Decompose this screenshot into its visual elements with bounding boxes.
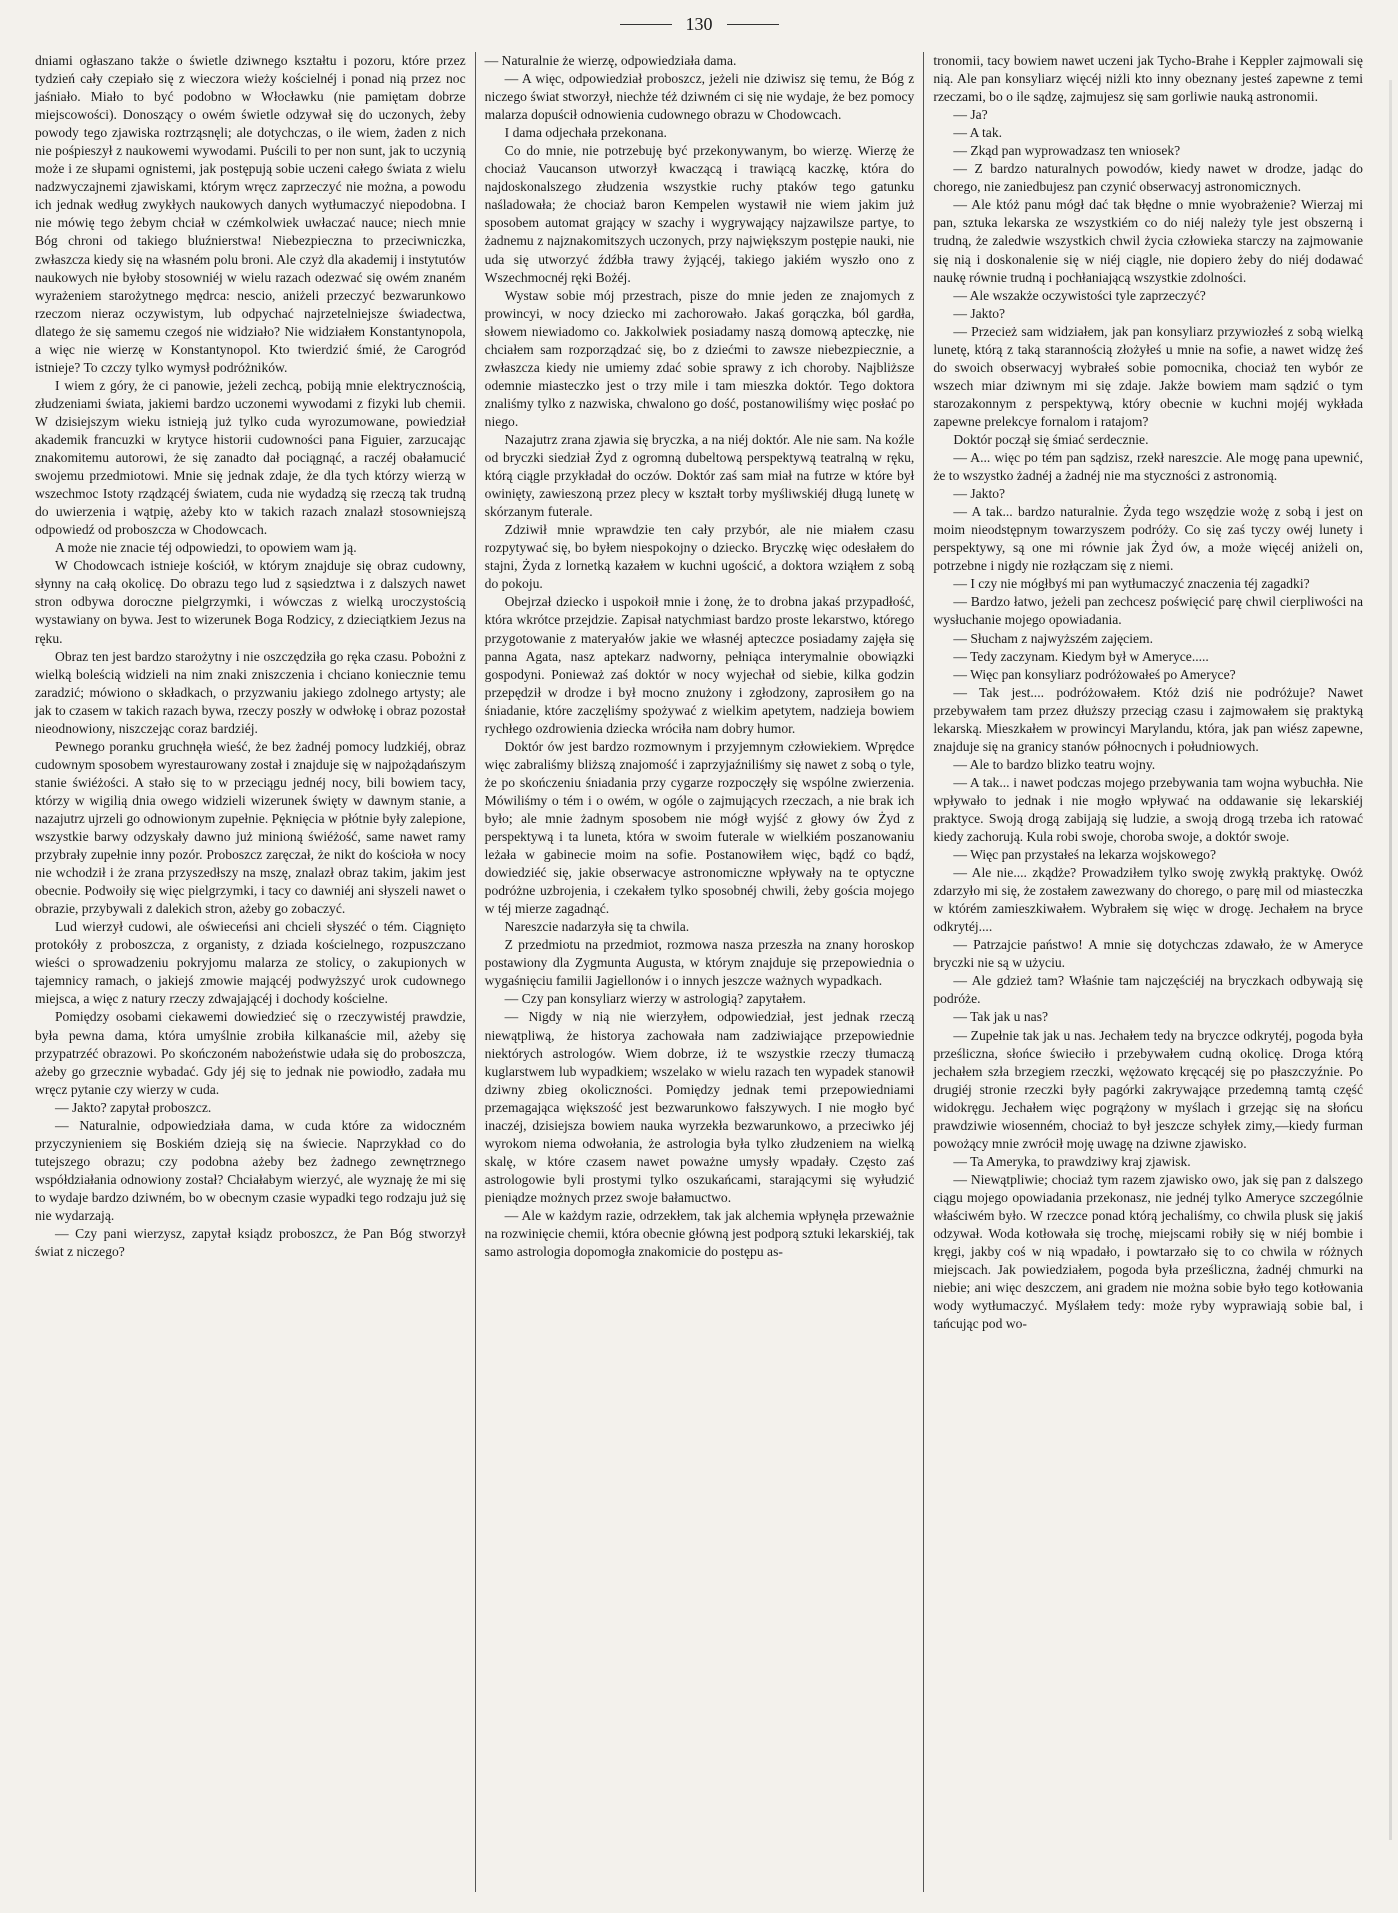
paragraph: — Ale wszakże oczywistości tyle zaprzeczyć? (953, 287, 1206, 303)
paragraph: — Ale gdzież tam? Właśnie tam najczęściéj na bryczkach odbywają się podróże. (933, 973, 1363, 1007)
header-rule-left (620, 24, 672, 25)
paragraph: — Tak jak u nas? (953, 1009, 1049, 1025)
page-edge-shadow (1389, 80, 1392, 1840)
paragraph: Zdziwił mnie wprawdzie ten cały przybór, ale nie miałem czasu rozpytywać się, bo byłem niespokojny o dziecko. Bryczkę więc odesłałem do stajni, Żyda z lornetką kazałem w kuchni ugościć, a doktora wziąłem z sobą do pokoju. (484, 522, 915, 592)
column-3 (923, 52, 1372, 1892)
paragraph: Lud wierzył cudowi, ale oświeceńsi ani chcieli słyszéć o tém. Ciągnięto protokóły z proboszcza, z organisty, z dziada kościelnego, rozpuszczano wieści o sprowadzeniu pokryjomu malarza ze stolicy, o zakupionych w tajemnicy ramach, o jakiejś zmowie mającéj podwyższyć urok cudownego miejsca, a więc z natury rzeczy zdwajającéj i dochody kościelne. (35, 919, 466, 1007)
paragraph: dniami ogłaszano także o świetle dziwnego kształtu i pozoru, które przez tydzień cały czepiało się z wieczora wieży kościelnéj i ponad nią przez noc jaśniało. Miało to być podobno w Włocławku (nie pamiętam dobrze miejscowości). Donoszący o owém świetle odzywał się do uczonych, żeby powody tego zjawiska roztrząsnęli; ale dotychczas, o ile wiem, żaden z nich nie pośpieszył z naukowemi wywodami. Puścili to per non sunt, jak to uczynią może i ze słupami ognistemi, jak postępują sobie uczeni całego świata z wielu nadzwyczajnemi zjawiskami, którym wręcz zaprzeczyć nie można, a powodu ich jednak według zwykłych naukowych danych wytłumaczyć niepodobna. I nie mówię tego żebym chciał w czémkolwiek uwłaczać nauce; niech mnie Bóg chroni od takiego bluźnierstwa! Niebezpieczna to przeciwniczka, zwłaszcza kiedy się na własném polu broni. Ale czyż dla akademij i instytutów naukowych nie byłoby stosowniéj w wielu razach odezwać się owém znaném wyrażeniem starożytnego mędrca: nescio, aniżeli przeczyć bezwarunkowo rzeczom nieraz oczywistym, lub odpychać najrzetelniejsze świadectwa, dlatego że się samemu czegoś nie widziało? Nie widziałem Konstantynopola, a więc nie wierzę w Konstantynopol. Kto twierdzić śmié, że Carogród istnieje? To czczy tylko wymysł podróżników. (35, 53, 466, 375)
paragraph: Co do mnie, nie potrzebuję być przekonywanym, bo wierzę. Wierzę że chociaż Vaucanson utworzył kwaczącą i trawiącą kaczkę, która do najdoskonalszego złudzenia wszystkie ruchy ptaków tego gatunku naśladowała; że chociaż baron Kempelen wystawił nie wiem jakim już sposobem automat grający w szachy i wygrywający najzawilsze partye, to żadnemu z najznakomitszych uczonych, przy największym postępie nauki, nie uda się utworzyć źdźbła trawy żyjącéj, takiego jakiém wyszło ono z Wszechmocnéj ręki Bożéj. (484, 143, 915, 285)
paragraph: — Jakto? zapytał proboszcz. (55, 1099, 212, 1115)
paragraph: Nazajutrz zrana zjawia się bryczka, a na niéj doktór. Ale nie sam. Na koźle od bryczki siedział Żyd z ogromną dubeltową perspektywą teatralną w ręku, którą ciągle przykładał do oczów. Doktór zaś sam miał na futrze w które był owinięty, zawieszoną przez plecy w kształt torby myśliwskiéj długą lunetę w skórzanym futerale. (484, 431, 915, 520)
paragraph: — Ja? (953, 107, 988, 123)
paragraph: — Czy pani wierzysz, zapytał ksiądz proboszcz, że Pan Bóg stworzył świat z niczego? (35, 1226, 466, 1260)
paragraph: tronomii, tacy bowiem nawet uczeni jak Tycho-Brahe i Keppler zajmowali się nią. Ale pan konsyliarz więcéj niżli kto inny obeznany jesteś zapewne z temi rzeczami, bo o ile sądzę, zajmujesz się sam gorliwie nauką astronomii. (933, 53, 1363, 105)
paragraph: — Z bardzo naturalnych powodów, kiedy nawet w drodze, jadąc do chorego, nie zaniedbujesz pan czynić obserwacyj astronomicznych. (933, 161, 1363, 195)
text-columns (26, 52, 1372, 1892)
paragraph: — Ale w każdym razie, odrzekłem, tak jak alchemia wpłynęła przeważnie na rozwinięcie chemii, która obecnie główną jest podporą sztuki lekarskiéj, tak samo astrologia dopomogła znakomicie do postępu as- (484, 1208, 915, 1260)
paragraph: — Ale nie.... zkądże? Prowadziłem tylko swoję zwykłą praktykę. Owóż zdarzyło mi się, że zostałem zawezwany do chorego, o parę mil od miasteczka w którém zamieszkiwałem. Wybrałem się więc w drogę. Jechałem na bryce odkrytéj.... (933, 865, 1363, 935)
paragraph: — Jakto? (953, 486, 1006, 502)
paragraph: — Ale to bardzo blizko teatru wojny. (953, 756, 1156, 772)
paragraph: I dama odjechała przekonana. (504, 125, 667, 141)
paragraph: — Przecież sam widziałem, jak pan konsyliarz przywiozłeś z sobą wielką lunetę, którą z taką starannością złożyłeś u mnie na sofie, a nawet widzę żeś do swoich obserwacyj wybrałeś sobie pomocnika, chociaż ten wybór ze wszech miar dziwnym mi się zdaje. Jakże bowiem mam sądzić o tym starozakonnym z perspektywą, który obecnie w kuchni mojéj wykłada zapewne prelekcye fornalom i ratajom? (933, 323, 1363, 429)
paragraph: — Więc pan przystałeś na lekarza wojskowego? (953, 847, 1216, 863)
paragraph: — Ale któż panu mógł dać tak błędne o mnie wyobrażenie? Wierzaj mi pan, sztuka lekarska ze wszystkiém co do niéj należy tyle jest obszerną i trudną, że zaledwie wszystkich chwil życia człowieka starczy na zajmowanie się nią i doskonalenie się w niéj ciągle, nie dopiero żeby do niéj dodawać naukę równie trudną i pochłaniającą wszystkie zdolności. (933, 197, 1363, 285)
page-header (0, 14, 1398, 35)
paragraph: — Tedy zaczynam. Kiedym był w Ameryce..... (953, 648, 1209, 664)
paragraph: — Więc pan konsyliarz podróżowałeś po Ameryce? (953, 666, 1236, 682)
paragraph: — Bardzo łatwo, jeżeli pan zechcesz poświęcić parę chwil cierpliwości na wysłuchanie mojego opowiadania. (933, 594, 1363, 628)
paragraph: — Czy pan konsyliarz wierzy w astrologią? zapytałem. (504, 991, 806, 1007)
paragraph: — A tak. (953, 125, 1003, 141)
paragraph: — Słucham z najwyższém zajęciem. (953, 630, 1153, 646)
paragraph: Obejrzał dziecko i uspokoił mnie i żonę, że to drobna jakaś przypadłość, która wkrótce przejdzie. Zapisał natychmiast bardzo proste lekarstwo, którego przygotowanie z materyałów jakie we własnéj apteczce posiadamy zajęła się panna Agata, nasz aptekarz nadworny, pełniąca interymalnie obowiązki gospodyni. Ponieważ zaś doktór w nocy wyjechał od siebie, kilka godzin przepędził w drodze i był mocno znużony i zgłodzony, zaprosiłem go na śniadanie, które zaczęliśmy spożywać z wielkim apetytem, nadzieja bowiem rychłego ozdrowienia dziecka wróciła nam dobry humor. (484, 594, 915, 736)
paragraph: Obraz ten jest bardzo starożytny i nie oszczędziła go ręka czasu. Pobożni z wielką boleścią widzieli na nim znaki zniszczenia i chciano koniecznie temu zaradzić; mówiono o składkach, o przyzwaniu jakiego zdolnego artysty; ale jak to czasem w takich razach bywa, rzeczy poszły w odwłokę i obraz pozostał nieodnowiony, niszczejąc coraz bardziéj. (35, 648, 466, 736)
paragraph: — A więc, odpowiedział proboszcz, jeżeli nie dziwisz się temu, że Bóg z niczego świat stworzył, niechże téż dziwném ci się nie wydaje, że bez pomocy malarza dopuścił odnowienia cudownego obrazu w Chodowcach. (484, 71, 915, 123)
paragraph: W Chodowcach istnieje kościół, w którym znajduje się obraz cudowny, słynny na całą okolicę. Do obrazu tego lud z sąsiedztwa i z dalszych nawet stron odbywa doroczne pielgrzymki, i wówczas z wielką uroczystością wystawiany on bywa. Jest to wizerunek Boga Rodzicy, z dzieciątkiem Jezus na ręku. (35, 558, 466, 646)
paragraph: Pomiędzy osobami ciekawemi dowiedzieć się o rzeczywistéj prawdzie, była pewna dama, która umyślnie zrobiła kilkanaście mil, ażeby się przypatrzéć obrazowi. Po skończoném nabożeństwie udała się do proboszcza, ażeby go grzecznie wybadać. Gdy jéj się to jednak nie powiodło, zadała mu wręcz pytanie czy wierzy w cuda. (35, 1009, 466, 1097)
paragraph: — Naturalnie, odpowiedziała dama, w cuda które za widoczném przyczynieniem się Boskiém dzieją się na świecie. Naprzykład co do tutejszego obrazu; czy podobna ażeby bez żadnego zewnętrznego współdziałania odnowiony został? Chciałabym wierzyć, ale wyznaję że mi się to wydaje bardzo dziwném, bo w obecnym czasie wypadki tego rodzaju już się nie wydarzają. (35, 1117, 466, 1223)
page-number: 130 (685, 14, 713, 34)
paragraph: I wiem z góry, że ci panowie, jeżeli zechcą, pobiją mnie elektrycznością, złudzeniami świata, jakiemi bardzo uczonemi wywodami z fizyki lub chemii. W dzisiejszym wieku istnieją już tylko cuda wyrozumowane, powiedział akademik francuzki w krytyce historii cudowności pana Figuier, zarzucając znakomitemu autorowi, że się zanadto dał pociągnąć, a raczéj obałamucić swojemu przedmiotowi. Mnie się jednak zdaje, że dla tych którzy wierzą w wszechmoc Istoty rządzącéj światem, cuda nie wydadzą się rzeczą tak trudną do uwierzenia i wątpię, ażeby kto w takich razach znalazł stosowniejszą odpowiedź od proboszcza w Chodowcach. (35, 377, 466, 538)
paragraph: — Zupełnie tak jak u nas. Jechałem tedy na bryczce odkrytéj, pogoda była prześliczna, słońce świeciło i przebywałem cudną okolicę. Droga którą jechałem szła brzegiem rzeczki, wężowato kręcącéj się po płaszczyźnie. Po drugiéj stronie rzeczki były pagórki zakrywające przedemną tamtą część widokręgu. Jechałem więc pogrążony w myślach i grzejąc się na słońcu prawdziwie wiosenném, chociaż to był jeszcze schyłek zimy,—kiedy furman powożący mnie zwrócił moję uwagę na dziwne zjawisko. (933, 1027, 1363, 1151)
paragraph: — Jakto? (953, 305, 1006, 321)
paragraph: Z przedmiotu na przedmiot, rozmowa nasza przeszła na znany horoskop postawiony dla Zygmunta Augusta, w którym znajduje się przepowiednia o wygaśnięciu familii Jagiellonów i o innych jeszcze ważnych wypadkach. (484, 937, 915, 989)
paragraph: — Tak jest.... podróżowałem. Któż dziś nie podróżuje? Nawet przebywałem tam przez dłuższy przeciąg czasu i zajmowałem się praktyką lekarską. Mieszkałem w prowincyi Marylandu, która, jak pan wiész zapewne, znajduje się na granicy stanów północnych i południowych. (933, 684, 1363, 754)
paragraph: — Naturalnie że wierzę, odpowiedziała dama. (484, 53, 737, 68)
column-1 (26, 52, 475, 1892)
paragraph: Nareszcie nadarzyła się ta chwila. (504, 919, 690, 935)
paragraph: — A... więc po tém pan sądzisz, rzekł nareszcie. Ale mogę pana upewnić, że to wszystko żadnéj a żadnéj nie ma styczności z astronomią. (933, 450, 1363, 484)
column-2 (475, 52, 924, 1892)
paragraph: — I czy nie mógłbyś mi pan wytłumaczyć znaczenia téj zagadki? (953, 576, 1310, 592)
paragraph: — Nigdy w nią nie wierzyłem, odpowiedział, jest jednak rzeczą niewątpliwą, że historya zachowała nam zadziwiające przepowiednie niektórych astrologów. Wiem dobrze, iż te wszystkie rzeczy tłumaczą kuglarstwem lub wypadkiem; wszelako w wielu razach ten wypadek stanowił dziwny zbieg okoliczności. Pomiędzy jednak temi przepowiedniami przemagająca większość jest bezwarunkowo fałszywych. I nie mogło być inaczéj, dzisiejsza bowiem nauka wyrzekła bezwarunkowo, a przeciwko jéj wyrokom niema odwołania, że astrologia była tylko złudzeniem na wielką skalę, w które czasem nawet poważne umysły wpadały. Często zaś astrologowie byli prostymi tylko oszukańcami, starającymi się wyłudzić pieniądze możnych przez swoje bałamuctwo. (484, 1009, 915, 1205)
paragraph: — Niewątpliwie; chociaż tym razem zjawisko owo, jak się pan z dalszego ciągu mojego opowiadania przekonasz, nie jednéj tylko Ameryce szczególnie właściwém było. W rzeczce ponad którą jechaliśmy, co chwila plusk się jakiś odzywał. Woda kotłowała się trochę, miejscami robiły się w niéj bombie i kręgi, jakby coś w nią wpadało, i powtarzało się to co chwila w różnych miejscach. Jak powiedziałem, pogoda była prześliczna, żadnéj chmurki na niebie; ani więc deszczem, ani gradem nie można sobie było tego kotłowania wody wytłumaczyć. Myślałem tedy: może ryby wyprawiają sobie bal, i tańcując pod wo- (933, 1171, 1363, 1332)
paragraph: Wystaw sobie mój przestrach, pisze do mnie jeden ze znajomych z prowincyi, w nocy dziecko mi zachorowało. Jakaś gorączka, ból gardła, słowem niewiadomo co. Jakkolwiek posiadamy naszą domową apteczkę, nie chciałem sam rozporządzać się, bo z dziećmi to zawsze niebezpiecznie, a zwłaszcza kiedy nie umiemy zdać sobie sprawy z ich choroby. Najbliższe odemnie miasteczko jest o trzy mile i tam mieszka doktór. Tego doktora znaliśmy tylko z nazwiska, chwalono go dość, postanowiliśmy więc posłać po niego. (484, 287, 915, 429)
paragraph: Doktór ów jest bardzo rozmownym i przyjemnym człowiekiem. Wprędce więc zabraliśmy bliższą znajomość i zaprzyjaźniliśmy się nawet z sobą o tyle, że po skończeniu śniadania przy cygarze rozpoczęły się wspólne zwierzenia. Mówiliśmy o tém i o owém, w ogóle o zajmujących rzeczach, a nie brak ich było; ale mnie żadnym sposobem nie mógł wyjść z głowy ów Żyd z perspektywą i ta luneta, która w swoim futerale w wielkiém poszanowaniu leżała w gabinecie moim na sofie. Postanowiłem więc, bądź co bądź, dowiedziéć się, jakie obserwacye astronomiczne wpływały na te optyczne podróżne uzbrojenia, i czekałem tylko sposobnéj chwili, żeby gościa mojego w téj mierze zagadnąć. (484, 738, 915, 917)
paragraph: — Ta Ameryka, to prawdziwy kraj zjawisk. (953, 1153, 1191, 1169)
paragraph: A może nie znacie téj odpowiedzi, to opowiem wam ją. (55, 540, 357, 556)
paragraph: — A tak... bardzo naturalnie. Żyda tego wszędzie wożę z sobą i jest on moim nieodstępnym towarzyszem podróży. Co się zaś tyczy owéj lunety i perspektywy, są one mi równie jak Żyd ów, a może więcéj aniżeli on, potrzebne i nigdy nie rozłączam się z niemi. (933, 504, 1363, 574)
paragraph: — A tak... i nawet podczas mojego przebywania tam wojna wybuchła. Nie wpływało to jednak i nie mogło wpływać na oddawanie się lekarskiéj praktyce. Swoją drogą zabijają się ludzie, a swoją drogą trzeba ich ratować kiedy zachorują. Kula robi swoje, choroba swoje, a doktór swoje. (933, 774, 1363, 845)
paragraph: — Zkąd pan wyprowadzasz ten wniosek? (953, 143, 1181, 159)
header-rule-right (727, 24, 779, 25)
paragraph: — Patrzajcie państwo! A mnie się dotychczas zdawało, że w Ameryce bryczki nie są w użyciu. (933, 937, 1363, 971)
paragraph: Doktór począł się śmiać serdecznie. (953, 431, 1149, 447)
paragraph: Pewnego poranku gruchnęła wieść, że bez żadnéj pomocy ludzkiéj, obraz cudownym sposobem wyrestaurowany został i znajduje się w najpożądańszym stanie świéżości. A stało się to w przeciągu jednéj nocy, bili bowiem tacy, którzy w wigilią dnia owego widzieli wizerunek święty w dawnym stanie, a nazajutrz ujrzeli go odnowionym zupełnie. Pęknięcia w płótnie były zalepione, wszystkie barwy odzyskały dawno już minioną świéżość, same nawet ramy przybrały zupełnie inny pozór. Proboszcz zaręczał, że nikt do kościoła w nocy nie wchodził i że zrana przyszedłszy na mszę, znalazł obraz takim, jakim jest obecnie. Podwoiły się więc pielgrzymki, i tacy co dawniéj ani słyszeli nawet o obrazie, przybywali z dalekich stron, ażeby go zobaczyć. (35, 738, 466, 917)
